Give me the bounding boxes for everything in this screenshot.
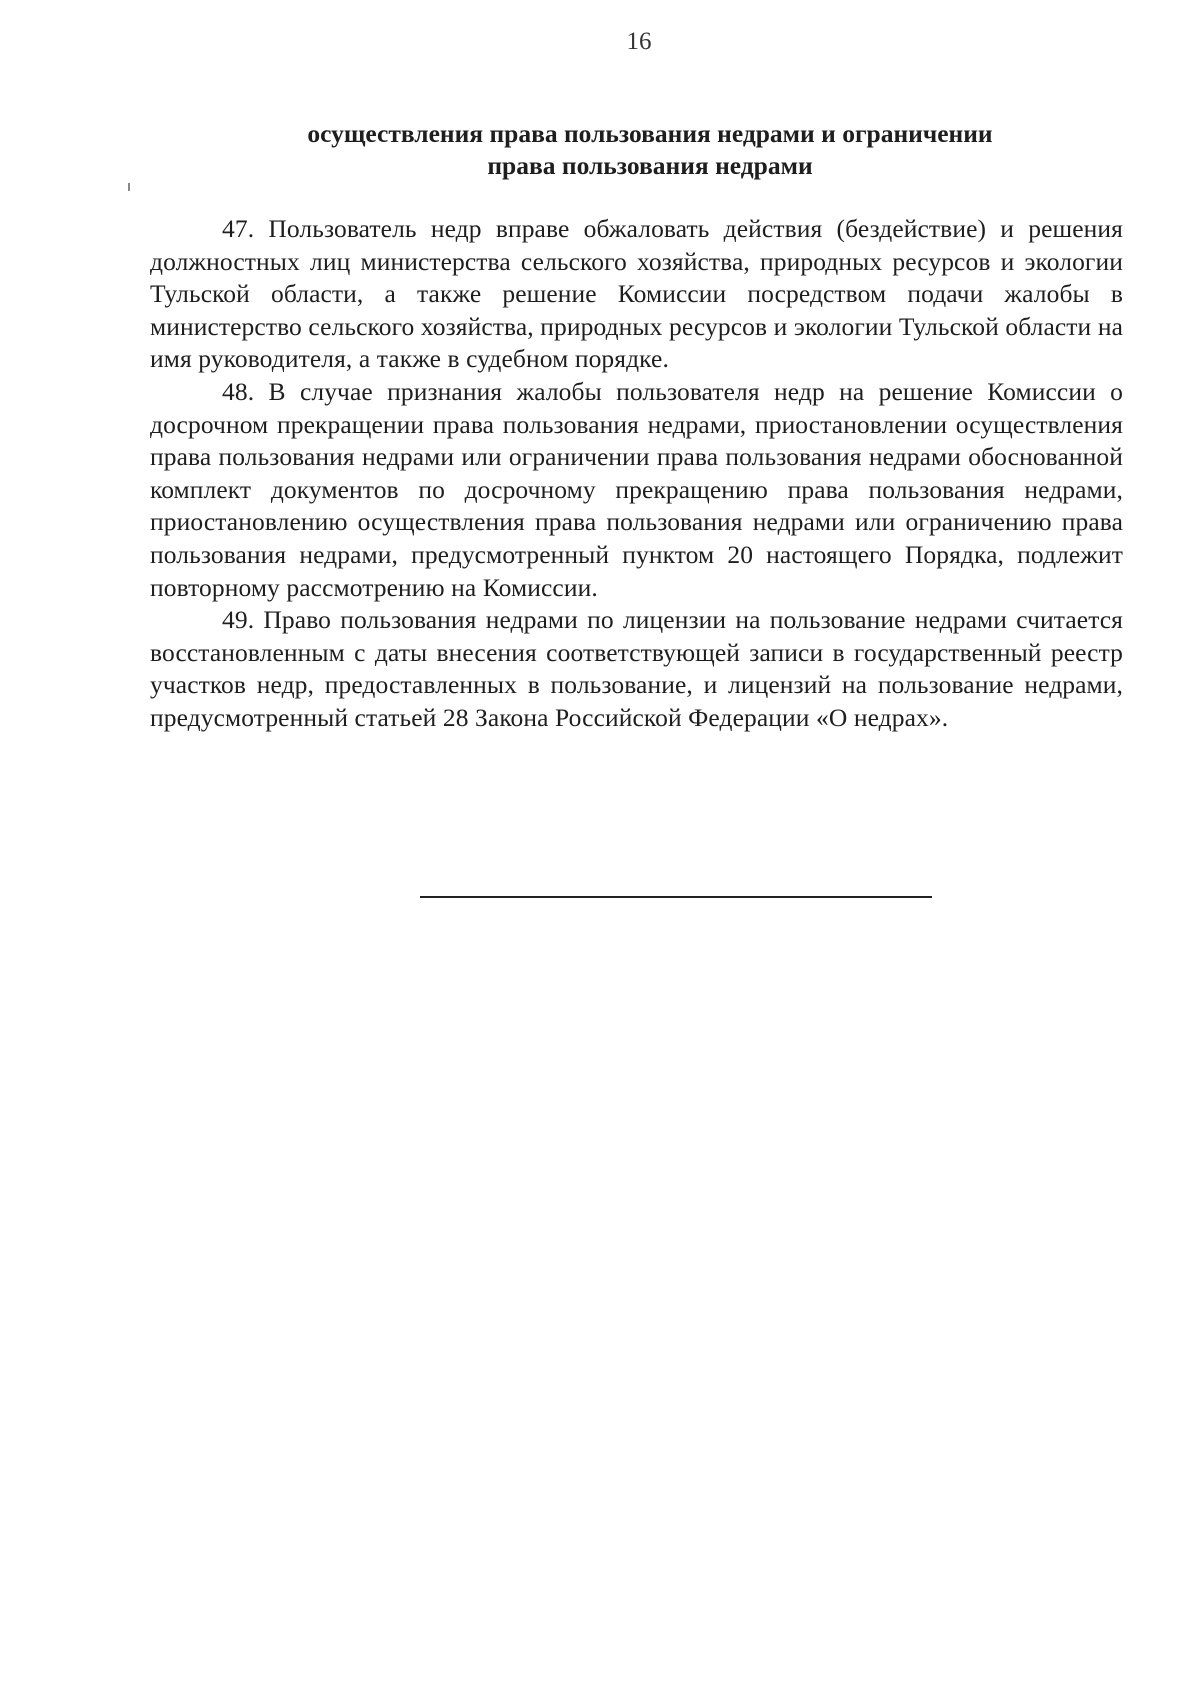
document-body <box>150 213 1123 735</box>
paragraph-48: 48. В случае признания жалобы пользователя недр на решение Комиссии о досрочном прекращении права пользования недрами, приостановлении осуществления права пользования недрами или ограничении права пользования недрами обоснованной комплект документов по досрочному прекращению права пользования недрами, приостановлению осуществления права пользования недрами или ограничению права пользования недрами, предусмотренный пунктом 20 настоящего Порядка, подлежит повторному рассмотрению на Комиссии. <box>150 376 1123 602</box>
paragraph-47: 47. Пользователь недр вправе обжаловать действия (бездействие) и решения должностных лиц министерства сельского хозяйства, природных ресурсов и экологии Тульской области, а также решение Комиссии посредством подачи жалобы в министерство сельского хозяйства, природных ресурсов и экологии Тульской области на имя руководителя, а также в судебном порядке. <box>150 214 1123 374</box>
margin-mark <box>128 183 130 191</box>
heading-line-1: осуществления права пользования недрами и ограничении <box>307 119 993 148</box>
end-of-document-rule <box>420 896 932 898</box>
page-number: 16 <box>626 28 652 55</box>
section-heading <box>150 118 1150 182</box>
paragraph-49: 49. Право пользования недрами по лицензии на пользование недрами считается восстановленным с даты внесения соответствующей записи в государственный реестр участков недр, предоставленных в пользование, и лицензий на пользование недрами, предусмотренный статьей 28 Закона Российской Федерации «О недрах». <box>150 605 1123 732</box>
heading-line-2: права пользования недрами <box>487 151 813 180</box>
